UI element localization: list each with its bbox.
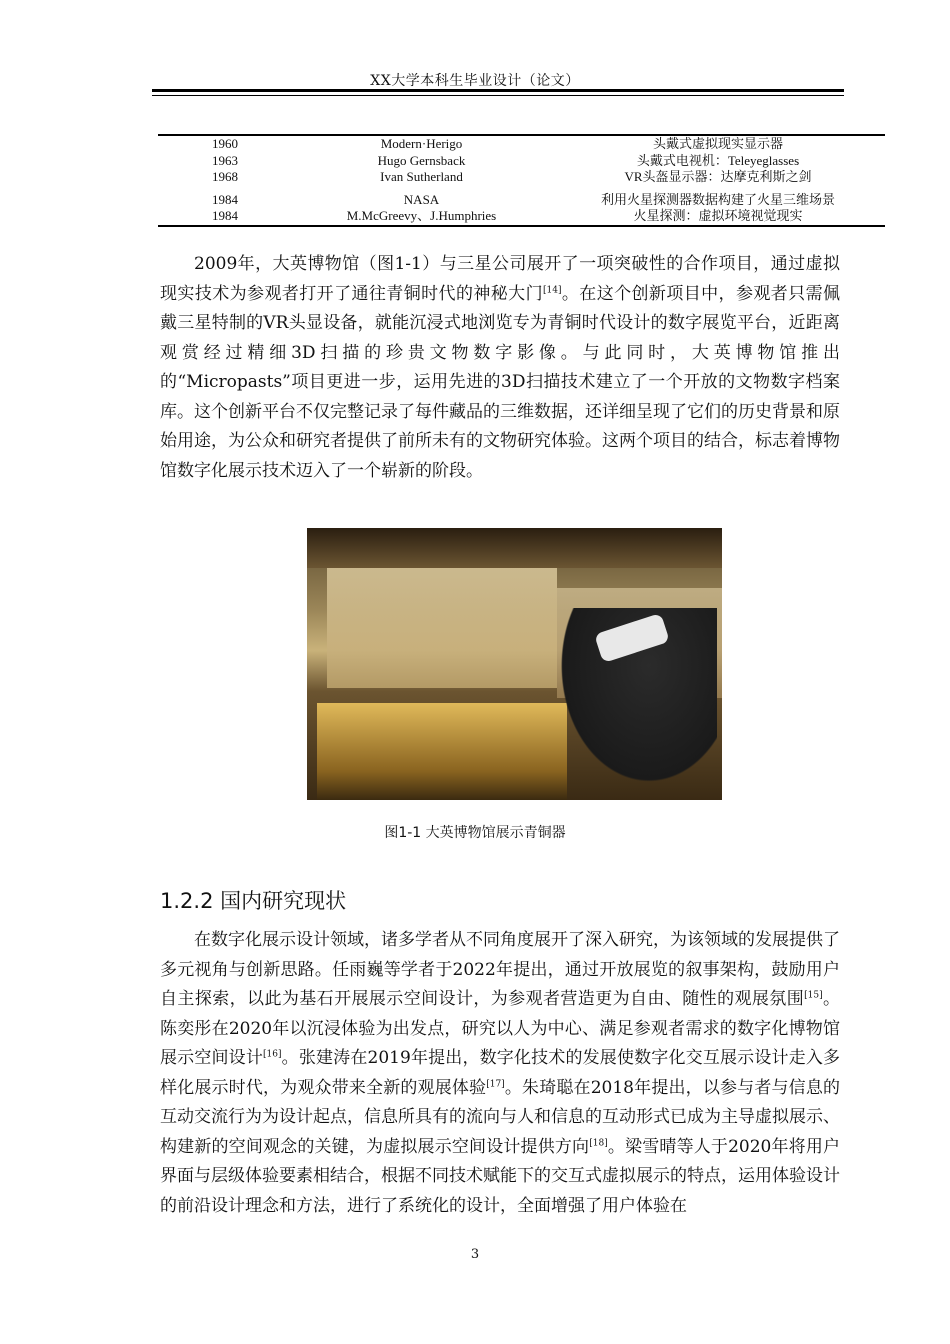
table-row — [158, 208, 885, 225]
photo-bronze-display-case — [317, 703, 567, 800]
citation-ref: [15] — [804, 990, 823, 1001]
paragraph-text: 。梁雪晴等人于2020年将用户界面与层级体验要素相结合，根据不同技术赋能下的交互式虚拟展示的特点，运用体验设计的前沿设计理念和方法，进行了系统化的设计，全面增强了用户体验在 — [160, 1136, 841, 1216]
body-paragraph-domestic-research — [160, 926, 840, 1221]
table-cell-person: NASA — [403, 191, 440, 207]
table-cell-person: Ivan Sutherland — [380, 169, 463, 184]
paragraph-text: 。朱琦聪在2018年提出，以参与者与信息的互动交流行为为设计起点，信息所具有的流向与人和信息的互动形式已成为主导虚拟展示、构建新的空间观念的关键，为虚拟展示空间设计提供方向 — [160, 1077, 841, 1157]
header-rule-thin — [152, 95, 844, 96]
citation-ref: [17] — [486, 1078, 505, 1089]
table-cell-invention: 火星探测：虚拟环境视觉现实 — [633, 208, 803, 223]
citation-ref: [14] — [542, 284, 562, 295]
photo-exhibit-wall — [327, 568, 557, 688]
figure-caption: 图1-1 大英博物馆展示青铜器 — [384, 825, 566, 841]
paragraph-text: 。陈奕彤在2020年以沉浸体验为出发点，研究以人为中心、满足参观者需求的数字化博物馆展示空间设计 — [160, 989, 841, 1068]
table-cell-invention: 头戴式虚拟现实显示器 — [652, 136, 783, 151]
table-cell-invention: 头戴式电视机：Teleyeglasses — [636, 152, 800, 168]
photo-ceiling — [307, 528, 722, 568]
table-row — [158, 153, 885, 170]
table-cell-year: 1968 — [212, 169, 238, 184]
running-header: XX大学本科生毕业设计（论文） — [370, 73, 580, 89]
vr-history-table — [158, 134, 885, 227]
table-row — [158, 136, 885, 153]
citation-ref: [16] — [263, 1049, 282, 1060]
paragraph-text: 在数字化展示设计领域，诸多学者从不同角度展开了深入研究，为该领域的发展提供了多元视角与创新思路。任雨巍等学者于2022年提出，通过开放展览的叙事架构，鼓励用户自主探索，以此为基石开展展示空间设计，为参观者营造更为自由、随性的观展氛围 — [160, 930, 840, 1009]
museum-vr-photo — [307, 528, 722, 800]
body-paragraph-british-museum — [160, 250, 840, 486]
citation-ref: [18] — [589, 1137, 608, 1148]
table-row — [158, 192, 885, 209]
table-row — [158, 169, 885, 186]
table-cell-year: 1984 — [212, 208, 238, 223]
paragraph-text: 。在这个创新项目中，参观者只需佩戴三星特制的VR头显设备，就能沉浸式地浏览专为青铜时代设计的数字展览平台，近距离观赏经过精细3D扫描的珍贵文物数字影像。与此同时，大英博物馆推出的“Micropasts”项目更进一步，运用先进的3D扫描技术建立了一个开放的文物数字档案库。这个创新平台不仅完整记录了每件藏品的三维数据，还详细呈现了它们的历史背景和原始用途，为公众和研究者提供了前所未有的文物研究体验。这两个项目的结合，标志着博物馆数字化展示技术迈入了一个崭新的阶段。 — [160, 283, 841, 481]
table-cell-person: Modern·Herigo — [380, 136, 463, 151]
paragraph-text: 2009年，大英博物馆（图1-1）与三星公司展开了一项突破性的合作项目，通过虚拟现实技术为参观者打开了通往青铜时代的神秘大门 — [160, 254, 840, 304]
table-cell-person: Hugo Gernsback — [377, 152, 466, 168]
table-cell-year: 1960 — [212, 136, 238, 151]
paragraph-text: 。张建涛在2019年提出，数字化技术的发展使数字化交互展示设计走入多样化展示时代，为观众带来全新的观展体验 — [160, 1048, 840, 1098]
table-cell-person: M.McGreevy、J.Humphries — [346, 208, 497, 223]
table-cell-year: 1984 — [212, 191, 238, 207]
page-number: 3 — [470, 1247, 480, 1262]
header-rule — [152, 89, 844, 92]
table-cell-invention: 利用火星探测器数据构建了火星三维场景 — [600, 191, 835, 207]
section-heading: 1.2.2 国内研究现状 — [160, 889, 347, 913]
table-cell-invention: VR头盔显示器：达摩克利斯之剑 — [624, 169, 812, 184]
table-cell-year: 1963 — [212, 152, 238, 168]
